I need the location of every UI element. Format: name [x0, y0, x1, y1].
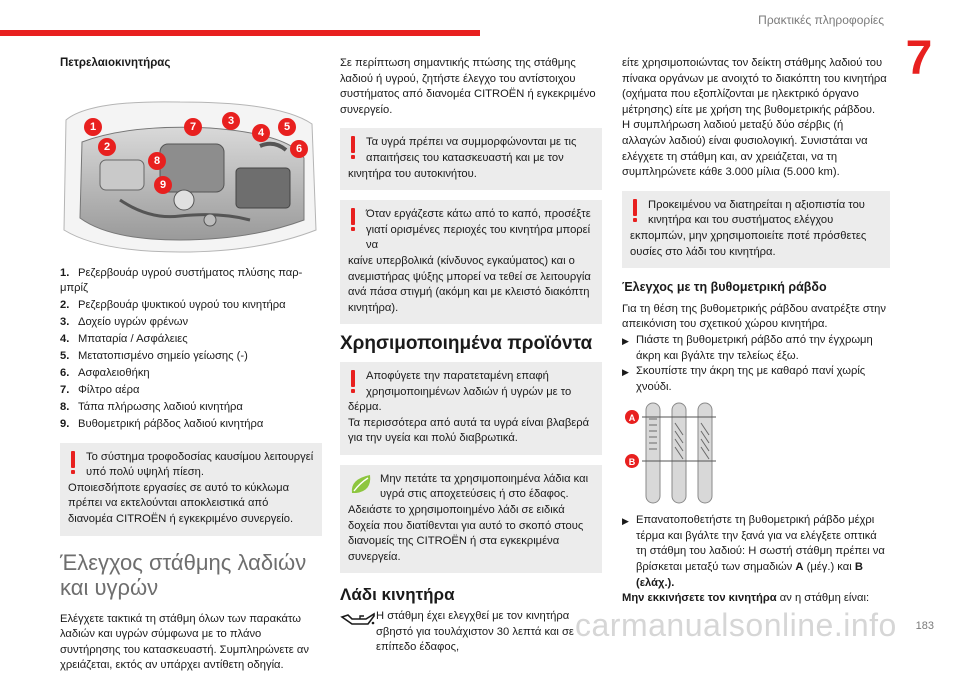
- callout-8: 8: [148, 152, 166, 170]
- watermark: carmanualsonline.info: [575, 607, 897, 643]
- warning-note-skin-contact: Αποφύγετε την παρατεταμένη επαφή χρησιμοποιημένων λαδιών ή υγρών με το δέρμα. Τα περισσότερα από αυτά τα υγρά είναι βλαβερά για την υγεία και πολύ διαβρωτικά.: [340, 362, 602, 455]
- legend-item: 6. Ασφαλειοθήκη: [60, 367, 150, 380]
- warning-icon: [632, 199, 638, 223]
- engine-legend: [60, 266, 322, 433]
- section-title-used-products: Χρησιμοποιημένα προϊόντα: [340, 333, 593, 355]
- warning-icon: [350, 136, 356, 160]
- callout-4: 4: [252, 124, 270, 142]
- callout-7: 7: [184, 118, 202, 136]
- header-rule: [0, 30, 480, 36]
- dipstick-figure: [624, 401, 744, 507]
- section-title-engine-oil: Λάδι κινητήρα: [340, 585, 455, 605]
- engine-oil-block: [340, 609, 602, 656]
- callout-2: 2: [98, 138, 116, 156]
- eco-note-disposal: Μην πετάτε τα χρησιμοποιημένα λάδια και υγρά στις αποχετεύσεις ή στο έδαφος. Αδειάστε το χρησιμοποιημένο λάδι σε ειδικά δοχεία που διατίθενται για αυτό το σκοπό στους διανομείς της CITROËN ή στα εγκεκριμένα συνεργεία.: [340, 465, 602, 574]
- final-warning: Μην εκκινήσετε τον κινητήρα αν η στάθμη είναι:: [622, 592, 870, 605]
- column-2: [340, 56, 602, 656]
- section-title-dipstick: Έλεγχος με τη βυθομετρική ράβδο: [622, 280, 827, 295]
- column-3: [622, 56, 890, 607]
- dipstick-illustration: [624, 401, 744, 507]
- legend-item: 8. Τάπα πλήρωσης λαδιού κινητήρα: [60, 401, 243, 414]
- chapter-number: 7: [905, 32, 933, 85]
- step-arrow-icon: ▶: [622, 367, 629, 378]
- dipstick-mark-a-label: A: [628, 413, 636, 424]
- section-title-levels: Έλεγχος στάθμης λαδιών και υγρών: [60, 549, 307, 600]
- callout-1: 1: [84, 118, 102, 136]
- warning-note-additives: Προκειμένου να διατηρείται η αξιοπιστία του κινητήρα και του συστήματος ελέγχου εκπομπών, μην χρησιμοποιείτε ποτέ πρόσθετες ουσίες στο λάδι του κινητήρα.: [622, 191, 890, 268]
- column-1: [60, 56, 322, 674]
- step-arrow-icon: ▶: [622, 335, 629, 346]
- leaf-icon: [348, 471, 374, 497]
- page-number: 183: [915, 620, 934, 632]
- legend-item: 1. Ρεζερβουάρ υγρού συστήματος πλύσης παρ-μπρίζ: [60, 266, 303, 295]
- warning-note-hot-engine: Όταν εργάζεστε κάτω από το καπό, προσέξτε γιατί ορισμένες περιοχές του κινητήρα μπορεί να καίνε υπερβολικά (κίνδυνος εγκαύματος) και ο ανεμιστήρας ψύξης μπορεί να τεθεί σε λειτουργία ανά πάσα στιγμή (ακόμη και με κλειστό διακόπτη κινητήρα).: [340, 200, 602, 324]
- legend-item: 9. Βυθομετρική ράβδος λαδιού κινητήρα: [60, 418, 264, 431]
- oil-level-paragraph: είτε χρησιμοποιώντας τον δείκτη στάθμης λαδιού του πίνακα οργάνων με ανοιχτό το διακόπτη του κινητήρα (οχήματα που εξοπλίζονται με ηλεκτρικό όργανο μέτρησης) είτε με χρήση της βυθομετρικής ράβδου. Η συμπλήρωση λαδιού μεταξύ δύο σέρβις (ή αλλαγών λαδιού) είναι φυσιολογική. Συνιστάται να ελέγχετε τη στάθμη και, αν χρειάζεται, να τη συμπληρώνετε κάθε 3.000 μίλια (5.000 km).: [622, 57, 887, 179]
- callout-6: 6: [290, 140, 308, 158]
- legend-item: 2. Ρεζερβουάρ ψυκτικού υγρού του κινητήρα: [60, 299, 286, 312]
- legend-item: 4. Μπαταρία / Ασφάλειες: [60, 333, 188, 346]
- legend-item: 7. Φίλτρο αέρα: [60, 384, 140, 397]
- dipstick-intro: Για τη θέση της βυθομετρικής ράβδου ανατρέξτε στην απεικόνιση του σχετικού χώρου κινητήρα.: [622, 302, 886, 331]
- step-1: ▶ Πιάστε τη βυθομετρική ράβδο από την έγχρωμη άκρη και βγάλτε την τελείως έξω.: [622, 333, 890, 364]
- legend-item: 5. Μετατοπισμένο σημείο γείωσης (-): [60, 350, 248, 363]
- step-arrow-icon: ▶: [622, 516, 629, 527]
- section-body-levels: Ελέγχετε τακτικά τη στάθμη όλων των παρακάτω λαδιών και υγρών σύμφωνα με το πλάνο συντήρησης του κατασκευαστή. Συμπληρώνετε αν χρειάζεται, εκτός αν υπάρχει αντίθετη οδηγία.: [60, 612, 309, 672]
- warning-note-fluids: Τα υγρά πρέπει να συμμορφώνονται με τις απαιτήσεις του κατασκευαστή και με τον κινητήρα του αυτοκινήτου.: [340, 128, 602, 190]
- engine-compartment-figure: [60, 80, 320, 258]
- header-title: Πρακτικές πληροφορίες: [758, 13, 884, 27]
- step-2: ▶ Σκουπίστε την άκρη της με καθαρό πανί χωρίς χνούδι.: [622, 364, 890, 395]
- engine-illustration: [60, 80, 320, 258]
- warning-icon: [350, 208, 356, 232]
- step-3: ▶ Επανατοποθετήστε τη βυθομετρική ράβδο μέχρι τέρμα και βγάλτε την ξανά για να ελέγξετε οπτικά τη στάθμη του λαδιού: Η σωστή στάθμη πρέπει να βρίσκεται μεταξύ των σημαδιών A (μέγ.) και B (ελάχ.).: [622, 513, 890, 591]
- warning-note-fuel-pressure: Το σύστημα τροφοδοσίας καυσίμου λειτουργεί υπό πολύ υψηλή πίεση. Οποιεσδήποτε εργασίες σε αυτό το κύκλωμα πρέπει να εκτελούνται αποκλειστικά από διανομέα CITROËN ή εγκεκριμένο συνεργείο.: [60, 443, 322, 536]
- oil-can-icon: [340, 609, 376, 629]
- warning-icon: [350, 370, 356, 394]
- legend-item: 3. Δοχείο υγρών φρένων: [60, 316, 189, 329]
- warning-icon: [70, 451, 76, 475]
- engine-subhead: Πετρελαιοκινητήρας: [60, 57, 171, 69]
- callout-5: 5: [278, 118, 296, 136]
- intro-paragraph: Σε περίπτωση σημαντικής πτώσης της στάθμης λαδιού ή υγρού, ζητήστε έλεγχο του αντίστοιχου συστήματος από διανομέα CITROËN ή εγκεκριμένο συνεργείο.: [340, 57, 596, 116]
- engine-oil-body: Η στάθμη έχει ελεγχθεί με τον κινητήρα σβηστό για τουλάχιστον 30 λεπτά και σε επίπεδο έδαφος,: [376, 610, 574, 654]
- dipstick-mark-b-label: B: [628, 457, 636, 468]
- callout-9: 9: [154, 176, 172, 194]
- callout-3: 3: [222, 112, 240, 130]
